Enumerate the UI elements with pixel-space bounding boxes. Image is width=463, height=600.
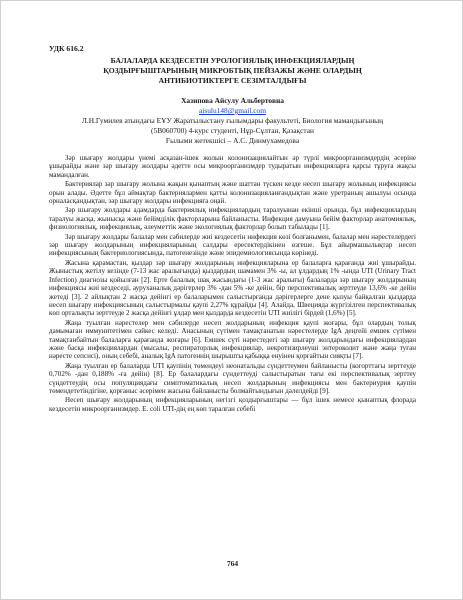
affiliation-line: Л.Н.Гумилев атындағы ЕҰУ Жаратылыстану ғылымдары факультеті, Биология мамандығының bbox=[81, 116, 384, 125]
affiliation-line: (5В060700) 4-курс студенті, Нұр-Сұлтан, Қазақстан bbox=[151, 126, 314, 135]
author-block bbox=[49, 96, 416, 146]
body-paragraph: Жаңа туылған нәрестелер мен сәбилерде несеп жолдарының инфекция қаупі жоғары, бұл олардың толық дамымаған иммунитетімен сәйкес келеді. Анасының сүтімен тамақтанатын нәрестелерде IgA деңгейі емшек сүтімен тамақтанбайтын балаларға қарағанда жоғары [6]. Емшек сүті нәрестедегі зәр шығару жолдарындағы инфекциялардан және басқа инфекциялардан (мысалы, респираторлық инфекциялар, некротизирлеуші энтероколит және жаңа туған нәресте сепсисі), оның себебі, аналық IgA патогеннің шырышты қабыққа енуінен қорғайтын сияқты [7]. bbox=[49, 318, 416, 361]
title-line: ҚОЗДЫРҒЫШТАРЫНЫҢ МИКРОБТЫҚ ПЕЙЗАЖЫ ЖӘНЕ ОЛАРДЫҢ bbox=[103, 66, 362, 75]
body-paragraph: Зәр шығару жолдары адамдарда бактериялық инфекциялардың таралуынан екінші орында, бұл инфекциялардың таралуы жасқа, жынысқа және бейімділік факторларына байланысты. Инфекция дамуына бейім факторлар анатомиялық, физиологиялық, инфекциялық, әлеуметтік және экологиялық факторлар болып табылады [1]. bbox=[49, 206, 416, 232]
title-line: БАЛАЛАРДА КЕЗДЕСЕТІН УРОЛОГИЯЛЫҚ ИНФЕКЦИЯЛАРДЫҢ bbox=[110, 56, 355, 65]
page-number: 764 bbox=[226, 559, 239, 568]
article-body bbox=[49, 154, 416, 414]
body-paragraph: Бактериялар зәр шығару жолына жақын қынаптың және шаттан түскен кезде несеп шығару жолының инфекциясы орын алады. Әдетте бұл аймақтар бактериялармен қатты колонизацияланғандықтан және уретраның ашылуы осында орналасқандықтан, зәр шығару жолдары инфекцияға оңай. bbox=[49, 180, 416, 206]
body-paragraph: Жаңа туылған ер балаларда UTI қаупінің төмендеуі неонатальды сүндеттеумен байланысты (когорттағы зерттеуде 0,702% -дан 0,188% -ға дейін) [8]. Ер балалардағы сүндеттеуді салыстыратын тағы екі перспективалық зерттеу сүндеттеудің осы популяциядағы симптоматикалық несеп жолдарының инфекциясы мен бактериурия қаупін төмендететіндігіне, қорғаныс әсерімен жасына байланысты болмайтындығын дәлелдейді [9]. bbox=[49, 361, 416, 395]
author-email-link[interactable]: aisulu148@gmail.com bbox=[199, 106, 266, 115]
udk-code: УДК 616.2 bbox=[49, 44, 84, 53]
body-paragraph: Зәр шығару жолдары балалар мен сәбилерде жиі кездесетін инфекция көзі болғанымен, балалар мен нәрестелердегі зәр шығару жолдарының инфекцияларының салдары ересектердікінен өзгеше. Бұл айырмашылықтар несеп инфекциясының бактериологиясында, патогенезінде және эпидемиологиясында көрінеді. bbox=[49, 232, 416, 258]
supervisor-line: Ғылыми жетекшісі – А.С. Динмухамедова bbox=[165, 136, 300, 145]
body-paragraph: Жасына қарамастан, қыздар зәр шығару жолдарының инфекцияларына ер балаларға қарағанда жиі ұшырайды. Жыныстық жетілу кезінде (7-13 жас аралығында) қыздардың шамамен 3% -ы, ал ұлдардың 1% -ында UTI (Urinary Tract Infection) диагнозы қойылған [2]. Ерте балалық шақ жасындағы (1-3 жас аралығы) балаларда зәр шығару жолдарының инфекциясы жиі кездеседі, ауруханалық дәрігерлер 3% -дан 5% -ке дейін, бір перспективалық зерттеуде 13,6% -ке дейін жетеді [3]. 2 айлықтан 2 жасқа дейінгі ер балаларымен салыстырғанда дәрігерлерге дене қызуы байқалған қыздарда несеп шығару инфекциясының салыстырмалы қаупі 2,27% құрайды [4]. Алайда, Швецияда жүргізілген перспективалық көп орталықты зерттеуде 2 жасқа дейінгі ұлдар мен қыздарда кездесетін UTI жиілігі бірдей (1,6%) [5]. bbox=[49, 258, 416, 318]
body-paragraph: Зәр шығару жолдары үнемі асқазан-ішек жолын колонизациялайтын әр түрлі микроорганизмдердің әсеріне ұшырайды және зәр шығару жолдары әдетте осы микроорганизмдер тудыратын инфекцияларға қарсы тұруға жақсы мамандалған. bbox=[49, 154, 416, 179]
body-paragraph: Несеп шығару жолдарының инфекцияларының негізгі қоздырғыштары — бұл ішек немесе қынаптық флорада кездесетін микроорганизмдер. E. coli UTI-дің ең көп таралған себебі bbox=[49, 396, 416, 413]
author-name: Хазипова Айсулу Альбертовна bbox=[181, 96, 284, 105]
title-line: АНТИБИОТИКТЕРГЕ СЕЗІМТАЛДЫҒЫ bbox=[158, 76, 307, 85]
article-title bbox=[49, 56, 416, 86]
